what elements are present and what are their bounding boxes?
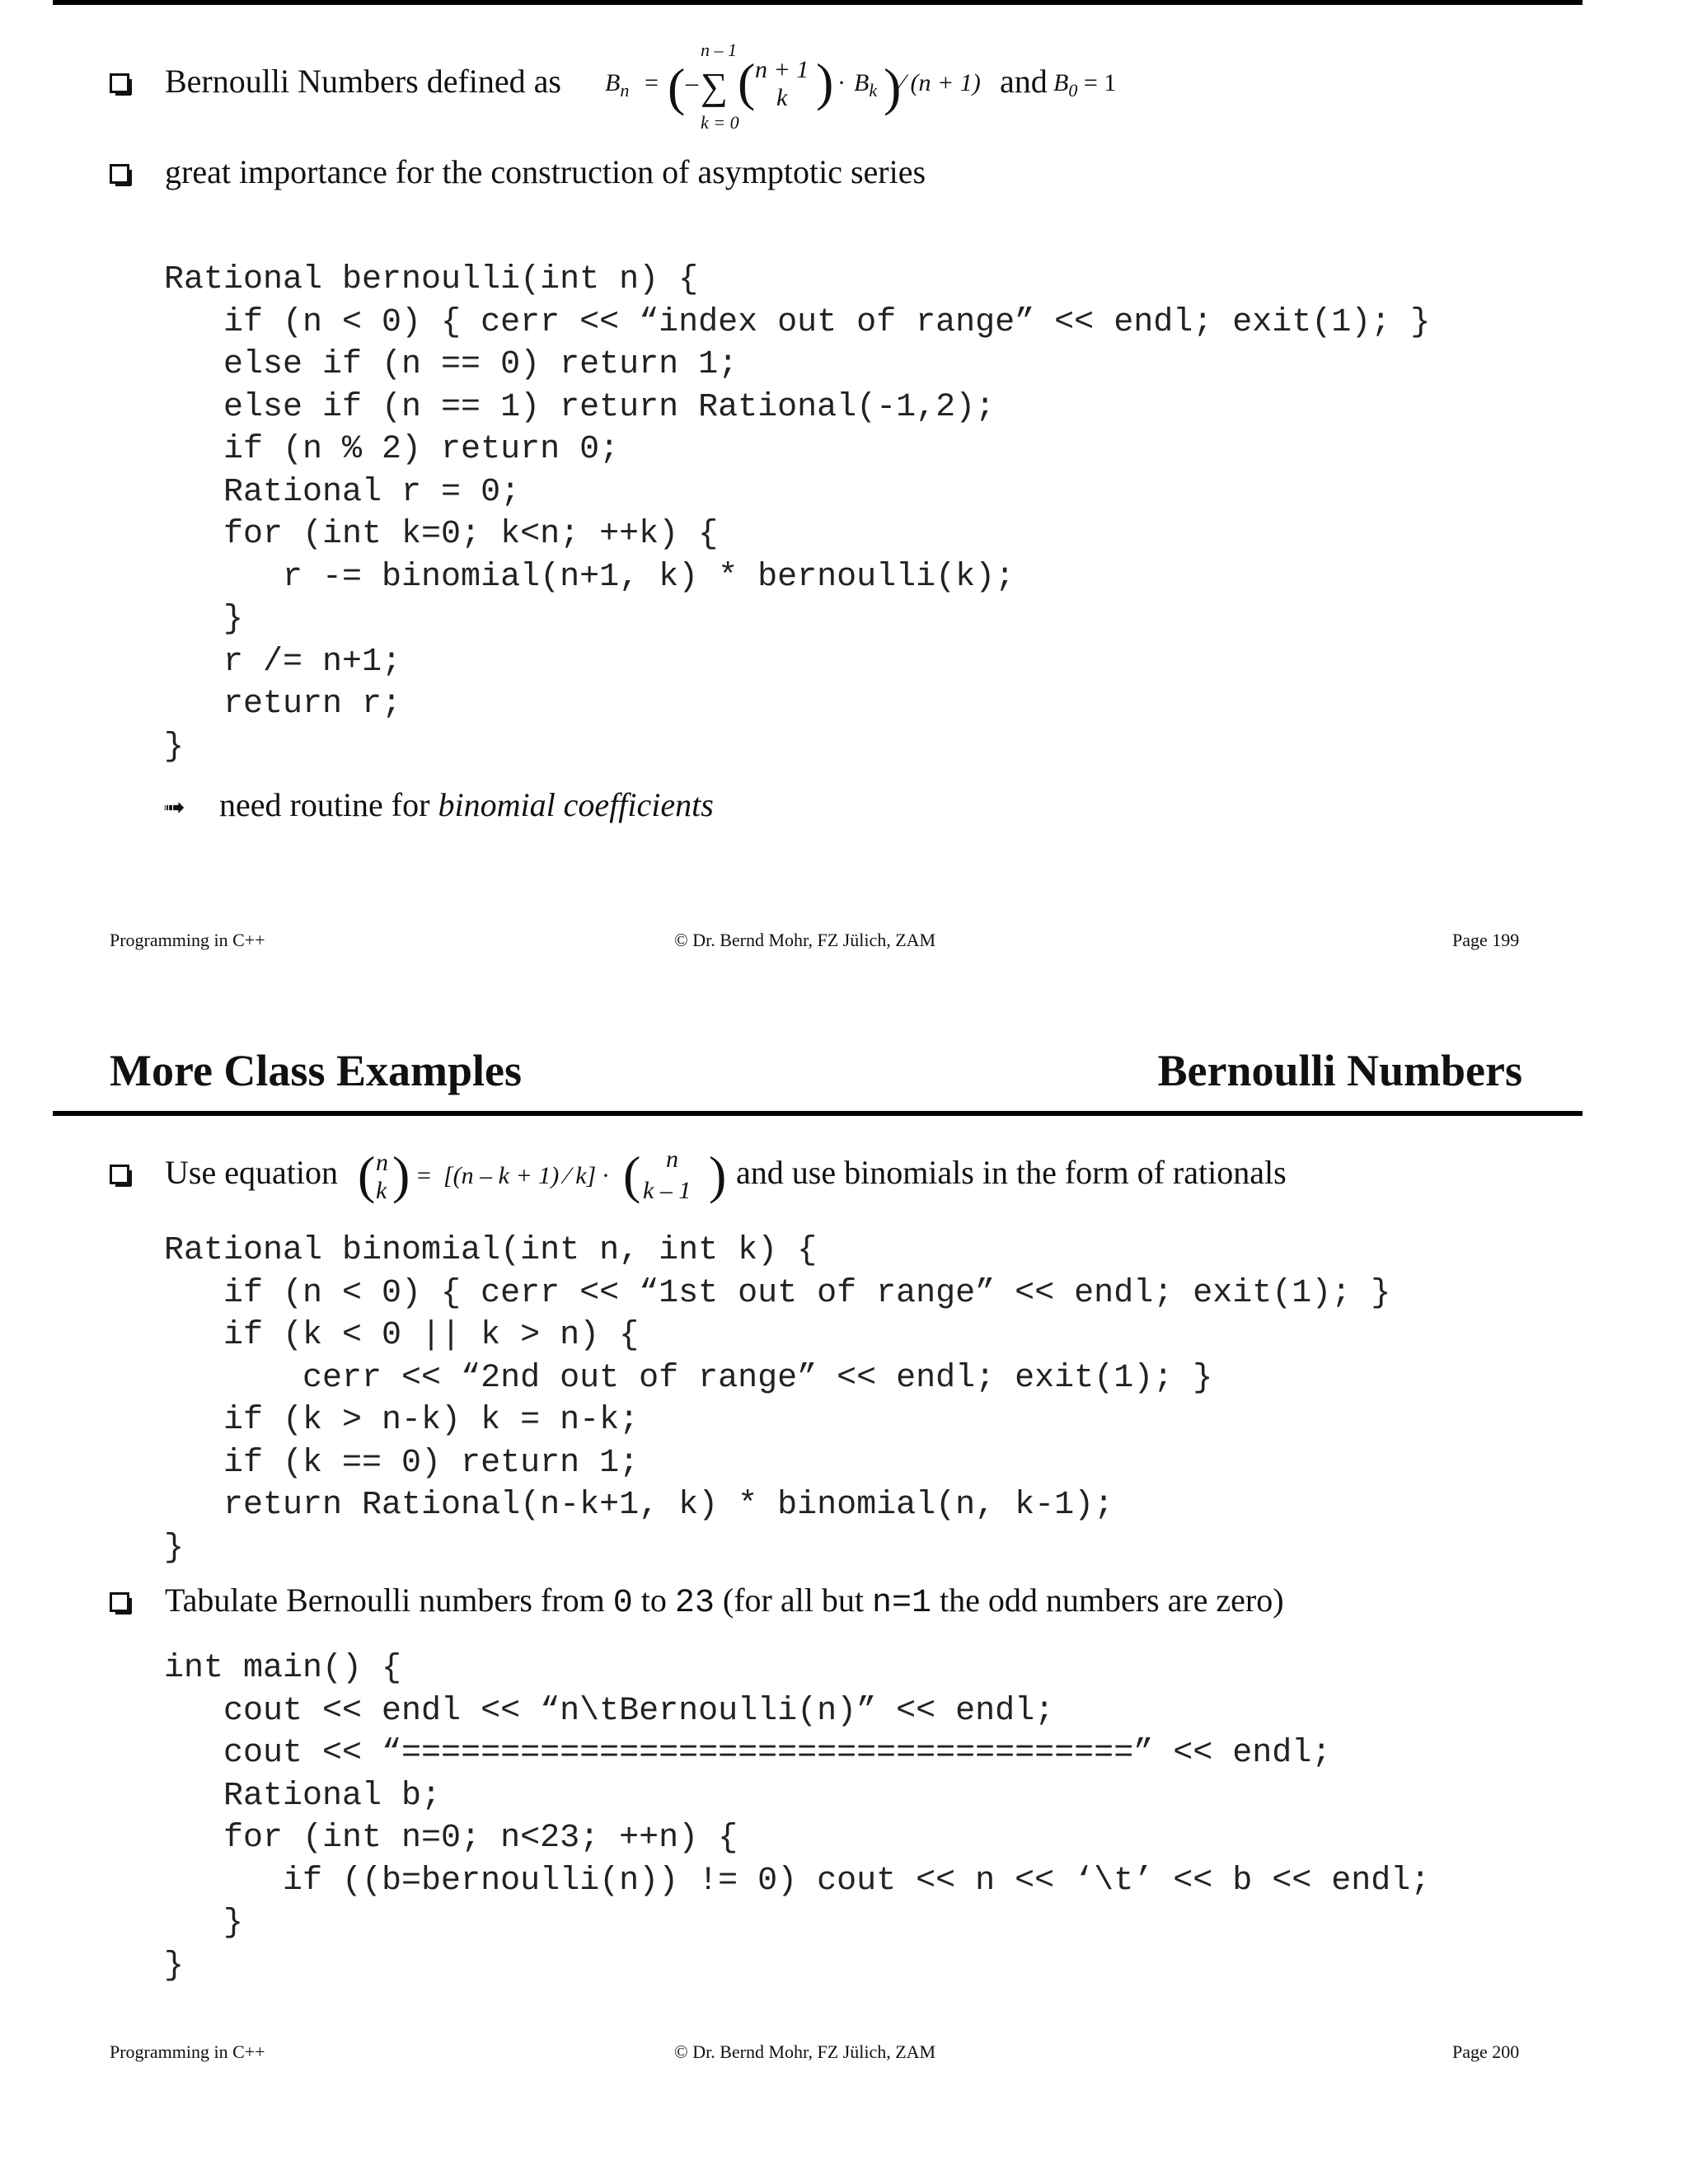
footer-center: © Dr. Bernd Mohr, FZ Jülich, ZAM bbox=[674, 2041, 936, 2062]
bullet-box-icon bbox=[110, 1592, 129, 1612]
bullet-use-equation: Use equation bbox=[165, 1154, 338, 1191]
main-code: int main() { cout << endl << “n\tBernoulli(n)” << endl; cout << “=====================================” << endl; Rational b; for (int n=0; n<23; ++n) { if ((b=bernoulli(n)) != 0) cout << n << ‘\t’ << b << endl; } } bbox=[164, 1650, 1431, 1985]
bernoulli-code: Rational bernoulli(int n) { if (n < 0) { cerr << “index out of range” << endl; exit(1); } else if (n == 0) return 1; else if (n == 1) return Rational(-1,2); if (n % 2) return 0; Rational r = 0; for (int k=0; k<n; ++k) { r -= binomial(n+1, k) * bernoulli(k); } r /= n+1; return r; } bbox=[164, 261, 1431, 766]
bullet-tabulate: Tabulate Bernoulli numbers from 0 to 23 (for all but n=1 the odd numbers are zero) bbox=[165, 1582, 1284, 1622]
arrow-icon: ➟ bbox=[163, 792, 185, 822]
bullet-box-icon bbox=[110, 164, 129, 184]
note-binomial: need routine for binomial coefficients bbox=[219, 786, 714, 823]
and-text: and bbox=[1000, 63, 1048, 100]
bullet-use-equation-suffix: and use binomials in the form of rationals bbox=[736, 1154, 1287, 1191]
footer-center: © Dr. Bernd Mohr, FZ Jülich, ZAM bbox=[674, 930, 936, 950]
bullet-box-icon bbox=[110, 73, 129, 93]
bullet-asymptotic: great importance for the construction of asymptotic series bbox=[165, 153, 926, 190]
binomial-formula: ( n k ) = [(n – k + 1) ⁄ k] · ( n k – 1 ) bbox=[358, 1146, 727, 1204]
title-rule bbox=[53, 1111, 1582, 1116]
footer-page: Page 199 bbox=[1452, 930, 1520, 950]
bullet-bernoulli-definition: Bernoulli Numbers defined as bbox=[165, 63, 561, 100]
page-subtitle: Bernoulli Numbers bbox=[1157, 1046, 1522, 1095]
b0-formula: $B_0 = 1$ bbox=[1053, 69, 1117, 101]
footer-page: Page 200 bbox=[1452, 2041, 1520, 2062]
binomial-code: Rational binomial(int n, int k) { if (n < 0) { cerr << “1st out of range” << endl; exit(1); } if (k < 0 || k > n) { cerr << “2nd out of range” << endl; exit(1); } if (k > n-k) k = n-k; if (k == 0) return 1; return Rational(n-k+1, k) * binomial(n, k-1); } bbox=[164, 1232, 1391, 1567]
bernoulli-formula: $B_n$ = ( – n – 1 ∑ k = 0 ( n + 1 k ) · $B_k$ ) ⁄ (n + 1) bbox=[605, 40, 981, 133]
footer-left: Programming in C++ bbox=[110, 2041, 265, 2062]
bullet-box-icon bbox=[110, 1165, 129, 1184]
page-title: More Class Examples bbox=[110, 1046, 522, 1095]
top-rule bbox=[53, 0, 1582, 5]
footer-left: Programming in C++ bbox=[110, 930, 265, 950]
